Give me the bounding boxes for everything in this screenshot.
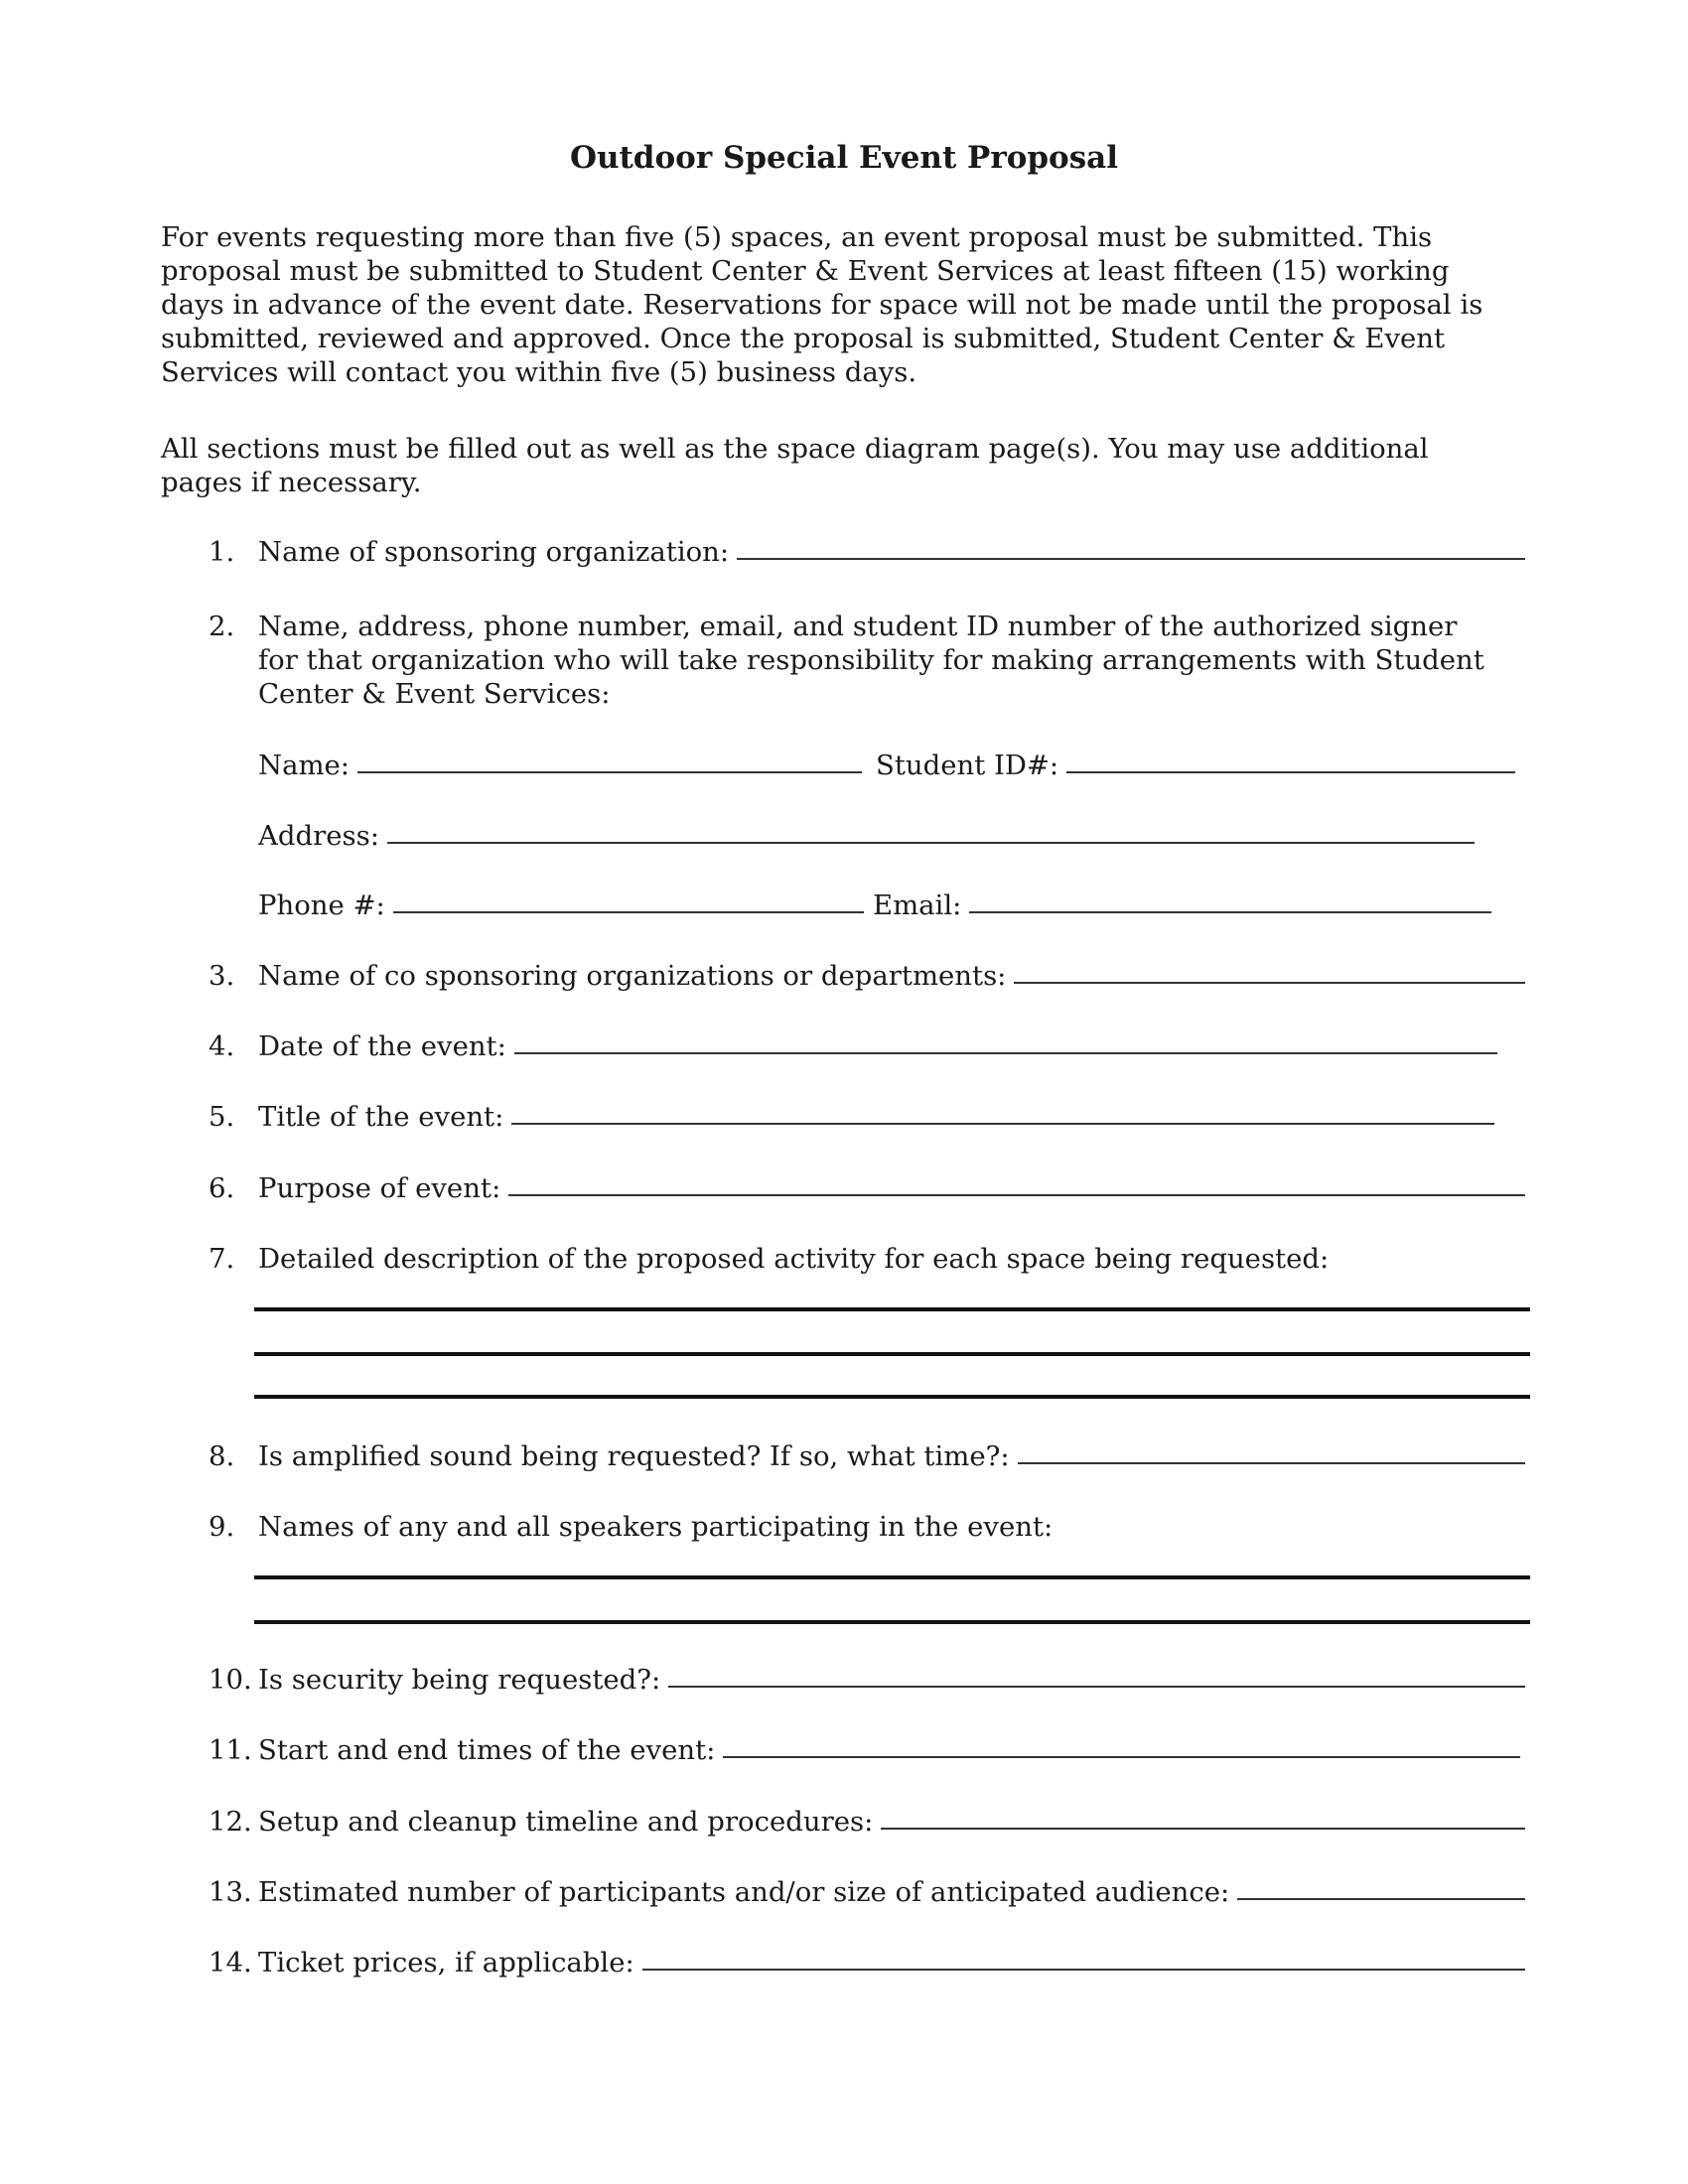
- question-8: [209, 1435, 1529, 1473]
- question-4: [209, 1025, 1529, 1063]
- question-number: 4.: [209, 1030, 235, 1062]
- signer-address-field[interactable]: [387, 842, 1475, 844]
- question-label: Is security being requested?:: [258, 1664, 661, 1696]
- signer-name-field[interactable]: [357, 771, 862, 773]
- question-label: Setup and cleanup timeline and procedures:: [258, 1806, 874, 1838]
- student-id-row: [876, 745, 1515, 782]
- question-label: Detailed description of the proposed activity for each space being requested:: [258, 1243, 1330, 1275]
- signer-email-field[interactable]: [969, 911, 1491, 913]
- question-number: 11.: [209, 1734, 252, 1766]
- signer-address-label: Address:: [258, 820, 379, 852]
- instructions-paragraph: All sections must be filled out as well as the space diagram page(s). You may use additional pages if necessary.: [161, 433, 1429, 498]
- sponsoring-organization-field[interactable]: [737, 558, 1525, 560]
- question-14: [209, 1942, 1529, 1979]
- question-number: 8.: [209, 1440, 235, 1472]
- question-number: 14.: [209, 1947, 252, 1979]
- question-label: Estimated number of participants and/or size of anticipated audience:: [258, 1876, 1230, 1908]
- question-5: [209, 1096, 1529, 1134]
- question-number: 13.: [209, 1876, 252, 1908]
- event-date-field[interactable]: [514, 1052, 1497, 1054]
- amplified-sound-field[interactable]: [1018, 1462, 1525, 1464]
- question-number: 7.: [209, 1243, 235, 1275]
- question-label: Name of co sponsoring organizations or departments:: [258, 960, 1007, 992]
- question-7: [209, 1238, 1529, 1276]
- question-label: Name of sponsoring organization:: [258, 536, 730, 568]
- event-purpose-field[interactable]: [508, 1194, 1525, 1196]
- signer-email-row: [873, 885, 1491, 922]
- question-label: Date of the event:: [258, 1030, 506, 1062]
- speakers-line-2[interactable]: [254, 1620, 1530, 1624]
- page-title: Outdoor Special Event Proposal: [569, 140, 1119, 176]
- question-label: Start and end times of the event:: [258, 1734, 716, 1766]
- intro-paragraph: For events requesting more than five (5) spaces, an event proposal must be submitted. This proposal must be submitted to Student Center & Event Services at least fifteen (15) working days in advance of the event date. Reservations for space will not be made until the proposal is submitted, reviewed and approved. Once the proposal is submitted, Student Center & Event Services will contact you within five (5) business days.: [161, 221, 1483, 388]
- question-number: 12.: [209, 1806, 252, 1838]
- question-3: [209, 955, 1529, 993]
- question-number: 6.: [209, 1172, 235, 1204]
- question-6: [209, 1167, 1529, 1205]
- question-1: [209, 531, 1529, 569]
- question-number: 9.: [209, 1511, 235, 1543]
- question-10: [209, 1659, 1529, 1697]
- question-number: 2.: [209, 611, 235, 642]
- question-label: Title of the event:: [258, 1101, 504, 1133]
- signer-address-row: [258, 815, 1475, 853]
- question-9: [209, 1506, 1529, 1544]
- event-title-field[interactable]: [511, 1123, 1494, 1125]
- signer-email-label: Email:: [873, 889, 962, 921]
- question-number: 10.: [209, 1664, 252, 1696]
- signer-phone-label: Phone #:: [258, 889, 385, 921]
- question-2: [209, 610, 1499, 711]
- signer-phone-field[interactable]: [393, 911, 864, 913]
- description-line-3[interactable]: [254, 1395, 1530, 1399]
- question-11: [209, 1729, 1529, 1767]
- question-label: Purpose of event:: [258, 1172, 501, 1204]
- student-id-field[interactable]: [1066, 771, 1515, 773]
- student-id-label: Student ID#:: [876, 750, 1059, 781]
- question-label: Names of any and all speakers participating in the event:: [258, 1511, 1054, 1543]
- co-sponsors-field[interactable]: [1014, 982, 1525, 984]
- security-field[interactable]: [668, 1686, 1525, 1688]
- question-label: Name, address, phone number, email, and student ID number of the authorized signer for that organization who will take responsibility for making arrangements with Student Center & Event Services:: [258, 611, 1484, 710]
- signer-phone-row: [258, 885, 864, 922]
- setup-cleanup-field[interactable]: [881, 1828, 1525, 1830]
- description-line-1[interactable]: [254, 1307, 1530, 1311]
- question-12: [209, 1801, 1529, 1839]
- signer-name-label: Name:: [258, 750, 351, 781]
- description-line-2[interactable]: [254, 1352, 1530, 1356]
- participants-field[interactable]: [1237, 1898, 1525, 1900]
- speakers-line-1[interactable]: [254, 1575, 1530, 1579]
- question-number: 1.: [209, 536, 235, 568]
- signer-name-row: [258, 745, 862, 782]
- question-label: Ticket prices, if applicable:: [258, 1947, 634, 1979]
- question-13: [209, 1871, 1529, 1909]
- start-end-times-field[interactable]: [723, 1756, 1520, 1758]
- ticket-prices-field[interactable]: [642, 1969, 1525, 1971]
- question-number: 3.: [209, 960, 235, 992]
- question-label: Is amplified sound being requested? If so, what time?:: [258, 1440, 1010, 1472]
- question-number: 5.: [209, 1101, 235, 1133]
